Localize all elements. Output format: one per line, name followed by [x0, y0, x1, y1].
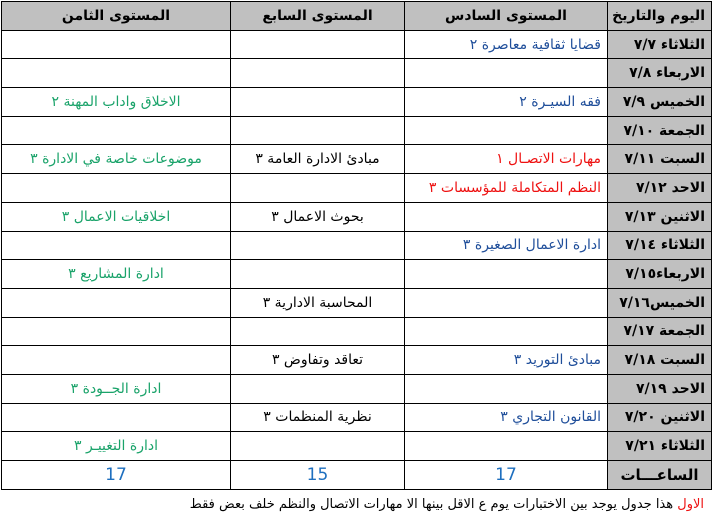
level-8-course: ادارة التغييـر ٣ [2, 432, 231, 461]
level-6-course: ادارة الاعمال الصغيرة ٣ [405, 231, 608, 260]
day-date-cell: السبت ٧/١١ [608, 145, 712, 174]
header-level-8: المستوى الثامن [2, 2, 231, 31]
schedule-row [2, 317, 712, 346]
header-row [2, 2, 712, 31]
schedule-row [2, 116, 712, 145]
level-7-course: المحاسبة الادارية ٣ [231, 288, 405, 317]
day-date-cell: الاربعاء ٧/٨ [608, 59, 712, 88]
level-7-course [231, 260, 405, 289]
hours-label: الساعـــات [608, 461, 712, 490]
level-6-course [405, 374, 608, 403]
day-date-cell: السبت ٧/١٨ [608, 346, 712, 375]
level-8-course [2, 231, 231, 260]
note-first-word: الاول [677, 497, 704, 512]
level-8-course [2, 288, 231, 317]
level-6-course [405, 59, 608, 88]
level-6-course [405, 260, 608, 289]
schedule-row [2, 145, 712, 174]
day-date-cell: الاربعاء٧/١٥ [608, 260, 712, 289]
schedule-row [2, 88, 712, 117]
level-6-course: القانون التجاري ٣ [405, 403, 608, 432]
level-8-course: اخلاقيات الاعمال ٣ [2, 202, 231, 231]
header-level-7: المستوى السابع [231, 2, 405, 31]
level-7-course [231, 30, 405, 59]
level-6-course [405, 116, 608, 145]
day-date-cell: الاحد ٧/١٩ [608, 374, 712, 403]
schedule-row [2, 30, 712, 59]
day-date-cell: الاثنين ٧/١٣ [608, 202, 712, 231]
level-6-course [405, 288, 608, 317]
level-7-course [231, 374, 405, 403]
level-8-course [2, 317, 231, 346]
level-7-course [231, 432, 405, 461]
level-7-course: بحوث الاعمال ٣ [231, 202, 405, 231]
level-8-course [2, 116, 231, 145]
exam-schedule-table [1, 1, 712, 490]
schedule-row [2, 288, 712, 317]
level-7-course [231, 317, 405, 346]
day-date-cell: الاثنين ٧/٢٠ [608, 403, 712, 432]
level-7-course [231, 174, 405, 203]
level-8-course [2, 59, 231, 88]
level-6-course [405, 202, 608, 231]
schedule-row [2, 231, 712, 260]
day-date-cell: الاحد ٧/١٢ [608, 174, 712, 203]
level-6-course: مهارات الاتصـال ١ [405, 145, 608, 174]
level-6-course: النظم المتكاملة للمؤسسات ٣ [405, 174, 608, 203]
level-8-course [2, 30, 231, 59]
day-date-cell: الثلاثاء ٧/٧ [608, 30, 712, 59]
level-7-course [231, 231, 405, 260]
level-7-course [231, 88, 405, 117]
level-6-course [405, 432, 608, 461]
level-6-course: فقه السيـرة ٢ [405, 88, 608, 117]
day-date-cell: الثلاثاء ٧/١٤ [608, 231, 712, 260]
level-8-course [2, 174, 231, 203]
level-7-course [231, 59, 405, 88]
level-7-course [231, 116, 405, 145]
level-8-course: ادارة الجــودة ٣ [2, 374, 231, 403]
day-date-cell: الجمعة ٧/١٠ [608, 116, 712, 145]
schedule-row [2, 174, 712, 203]
schedule-row [2, 432, 712, 461]
note-text: هذا جدول يوجد بين الاختبارات يوم ع الاقل بينها الا مهارات الاتصال والنظم خلف بعض فقط [189, 497, 678, 512]
schedule-row [2, 374, 712, 403]
hours-level-8: 17 [2, 461, 231, 490]
day-date-cell: الجمعة ٧/١٧ [608, 317, 712, 346]
hours-row [2, 461, 712, 490]
hours-level-6: 17 [405, 461, 608, 490]
schedule-row [2, 260, 712, 289]
level-7-course: مبادئ الادارة العامة ٣ [231, 145, 405, 174]
level-8-course: موضوعات خاصة في الادارة ٣ [2, 145, 231, 174]
schedule-row [2, 346, 712, 375]
level-8-course: ادارة المشاريع ٣ [2, 260, 231, 289]
header-day-date: اليوم والتاريخ [608, 2, 712, 31]
schedule-row [2, 403, 712, 432]
level-8-course [2, 346, 231, 375]
level-7-course: تعاقد وتفاوض ٣ [231, 346, 405, 375]
level-8-course: الاخلاق واداب المهنة ٢ [2, 88, 231, 117]
hours-level-7: 15 [231, 461, 405, 490]
level-8-course [2, 403, 231, 432]
level-7-course: نظرية المنظمات ٣ [231, 403, 405, 432]
footer-note [190, 497, 704, 512]
day-date-cell: الخميس ٧/٩ [608, 88, 712, 117]
day-date-cell: الخميس٧/١٦ [608, 288, 712, 317]
schedule-row [2, 59, 712, 88]
level-6-course [405, 317, 608, 346]
level-6-course: قضايا ثقافية معاصرة ٢ [405, 30, 608, 59]
schedule-row [2, 202, 712, 231]
header-level-6: المستوى السادس [405, 2, 608, 31]
level-6-course: مبادئ التوريد ٣ [405, 346, 608, 375]
day-date-cell: الثلاثاء ٧/٢١ [608, 432, 712, 461]
